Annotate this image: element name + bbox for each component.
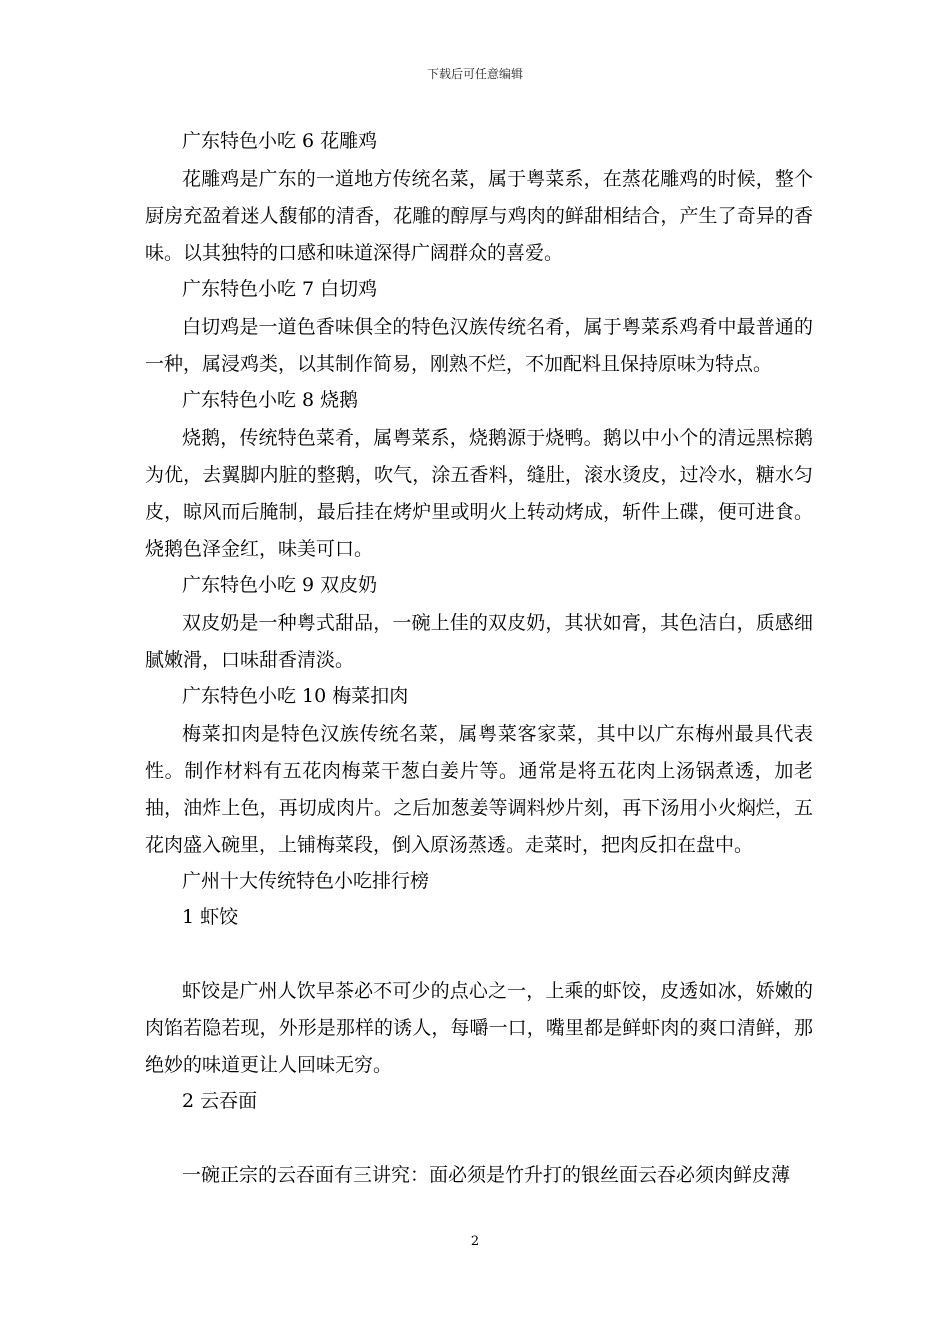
paragraph-mei-cai-kou-rou: 梅菜扣肉是特色汉族传统名菜，属粤菜客家菜，其中以广东梅州最具代表性。制作材料有五花肉梅菜干葱白姜片等。通常是将五花肉上汤锅煮透，加老抽，油炸上色，再切成肉片。之后加葱姜等调料炒片刻，再下汤用小火焖烂，五花肉盛入碗里，上铺梅菜段，倒入原汤蒸透。走菜时，把肉反扣在盘中。 (145, 723, 813, 856)
paragraph-shuang-pi-nai: 双皮奶是一种粤式甜品，一碗上佳的双皮奶，其状如膏，其色洁白，质感细腻嫩滑，口味甜香清淡。 (145, 612, 813, 671)
document-body (145, 124, 813, 1194)
section-heading-shuang-pi-nai: 广东特色小吃 9 双皮奶 (182, 574, 378, 596)
section-heading-xia-jiao: 1 虾饺 (182, 906, 239, 928)
page-header: 下载后可任意编辑 (426, 67, 523, 81)
section-heading-bai-qie-ji: 广东特色小吃 7 白切鸡 (182, 278, 378, 300)
section-heading-yun-tun-mian: 2 云吞面 (182, 1090, 258, 1112)
paragraph-xia-jiao: 虾饺是广州人饮早茶必不可少的点心之一，上乘的虾饺，皮透如冰，娇嫩的肉馅若隐若现，外形是那样的诱人，每嚼一口，嘴里都是鲜虾肉的爽口清鲜，那绝妙的味道更让人回味无穷。 (145, 980, 813, 1076)
page-number: 2 (470, 1234, 480, 1249)
blank-line (145, 936, 813, 973)
section-heading-hua-diao-ji: 广东特色小吃 6 花雕鸡 (182, 130, 378, 152)
section-heading-ranking: 广州十大传统特色小吃排行榜 (182, 870, 430, 892)
section-heading-shao-e: 广东特色小吃 8 烧鹅 (182, 389, 359, 411)
section-heading-mei-cai-kou-rou: 广东特色小吃 10 梅菜扣肉 (182, 685, 409, 707)
blank-line (145, 1120, 813, 1157)
paragraph-bai-qie-ji: 白切鸡是一道色香味俱全的特色汉族传统名肴，属于粤菜系鸡肴中最普通的一种，属浸鸡类，以其制作简易，刚熟不烂，不加配料且保持原味为特点。 (145, 316, 813, 375)
paragraph-shao-e: 烧鹅，传统特色菜肴，属粤菜系，烧鹅源于烧鸭。鹅以中小个的清远黑棕鹅为优，去翼脚内脏的整鹅，吹气，涂五香料，缝肚，滚水烫皮，过冷水，糖水匀皮，晾风而后腌制，最后挂在烤炉里或明火上转动烤成，斩件上碟，便可进食。烧鹅色泽金红，味美可口。 (145, 427, 813, 560)
paragraph-yun-tun-mian: 一碗正宗的云吞面有三讲究：面必须是竹升打的银丝面云吞必须肉鲜皮薄 (182, 1164, 791, 1186)
paragraph-hua-diao-ji: 花雕鸡是广东的一道地方传统名菜，属于粤菜系，在蒸花雕鸡的时候，整个厨房充盈着迷人馥郁的清香，花雕的醇厚与鸡肉的鲜甜相结合，产生了奇异的香味。以其独特的口感和味道深得广阔群众的喜爱。 (145, 168, 813, 264)
